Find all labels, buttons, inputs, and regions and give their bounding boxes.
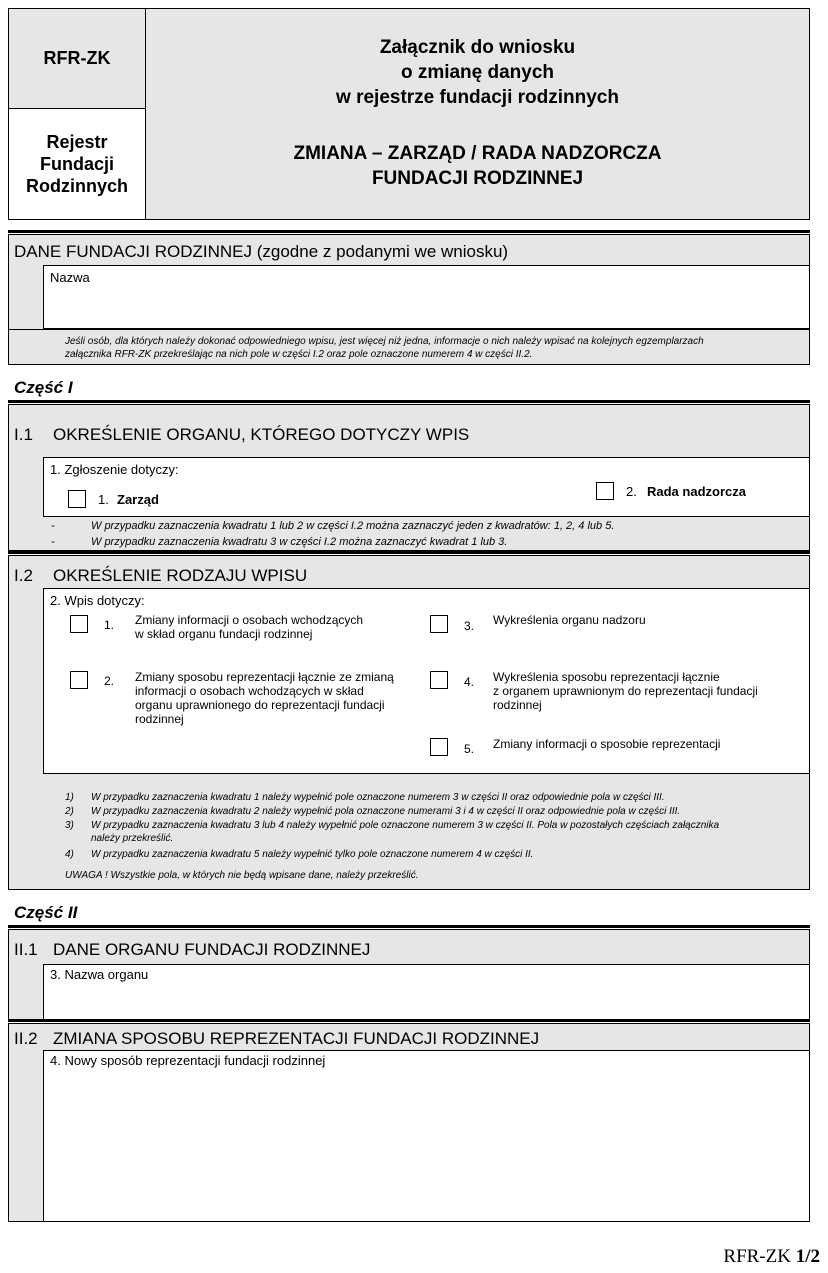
- warning-text: UWAGA ! Wszystkie pola, w których nie będą wpisane dane, należy przekreślić.: [65, 870, 419, 881]
- registry-line: Fundacji: [39, 154, 114, 174]
- section-number: I.1: [14, 425, 33, 444]
- section-ii1: [8, 930, 810, 1020]
- section-title: ZMIANA SPOSOBU REPREZENTACJI FUNDACJI RODZINNEJ: [53, 1029, 540, 1048]
- subtitle-line: FUNDACJI RODZINNEJ: [371, 168, 584, 189]
- field-label: Nazwa: [50, 270, 90, 285]
- footnote-text: W przypadku zaznaczenia kwadratu 2 należy wypełnić pola oznaczone numerami 3 i 4 w części II oraz odpowiednie pola w części III.: [91, 806, 681, 817]
- footnote-text: W przypadku zaznaczenia kwadratu 1 należy wypełnić pole oznaczone numerem 3 w części II oraz odpowiednie pola w części III.: [91, 792, 665, 803]
- title-line: w rejestrze fundacji rodzinnych: [336, 87, 619, 108]
- page-number: 1/2: [795, 1246, 820, 1267]
- option-label-rada-nadzorcza: Rada nadzorcza: [647, 484, 746, 499]
- section-i2: [8, 556, 810, 890]
- footnote-number: 1): [65, 792, 74, 803]
- field-label: 2. Wpis dotyczy:: [50, 593, 145, 608]
- option-label-zarzad: Zarząd: [117, 492, 159, 507]
- title-line: o zmianę danych: [400, 62, 555, 83]
- registry-line: Rejestr: [46, 132, 108, 152]
- section-title: DANE ORGANU FUNDACJI RODZINNEJ: [53, 940, 371, 959]
- section-number: II.1: [14, 940, 38, 959]
- checkbox-zarzad[interactable]: [68, 490, 86, 508]
- option-number: 1.: [104, 618, 115, 632]
- footnote-number: 2): [65, 806, 74, 817]
- part-title: Część I: [14, 378, 73, 397]
- form-subtitle: [146, 141, 809, 191]
- field-label: 1. Zgłoszenie dotyczy:: [50, 462, 179, 477]
- option-number: 1.: [98, 492, 109, 507]
- option-label: Zmiany sposobu reprezentacji łącznie ze zmianą informacji o osobach wchodzących w skład organu uprawnionego do reprezentacji fundacji rodzinnej: [135, 670, 394, 726]
- registry-line: Rodzinnych: [26, 176, 128, 196]
- section-ii2: [8, 1024, 810, 1222]
- option-label: Wykreślenia sposobu reprezentacji łącznie z organem uprawnionym do reprezentacji fundacji rodzinnej: [493, 670, 758, 712]
- option-label: Zmiany informacji o osobach wchodzących w skład organu fundacji rodzinnej: [135, 613, 364, 641]
- checkbox-option-1[interactable]: [70, 615, 88, 633]
- foundation-name-field[interactable]: [43, 265, 810, 329]
- subtitle-line: ZMIANA – ZARZĄD / RADA NADZORCZA: [293, 143, 662, 164]
- section-title: DANE FUNDACJI RODZINNEJ (zgodne z podanymi we wniosku): [14, 242, 509, 261]
- registry-name-cell: [8, 108, 146, 220]
- note-dash: -: [51, 536, 55, 548]
- part-title: Część II: [14, 903, 78, 922]
- footnote-number: 3): [65, 820, 74, 831]
- section-number: II.2: [14, 1029, 38, 1048]
- section-title: OKREŚLENIE RODZAJU WPISU: [53, 566, 308, 585]
- title-line: Załącznik do wniosku: [379, 37, 576, 58]
- organ-name-field[interactable]: [43, 964, 810, 1019]
- checkbox-option-5[interactable]: [430, 738, 448, 756]
- note-text: W przypadku zaznaczenia kwadratu 3 w części I.2 można zaznaczyć kwadrat 1 lub 3.: [91, 536, 508, 548]
- page-footer: [723, 1246, 820, 1268]
- entry-type-field: [43, 588, 810, 774]
- option-label: Wykreślenia organu nadzoru: [493, 613, 646, 627]
- form-code: RFR-ZK: [43, 48, 111, 68]
- note-dash: -: [51, 520, 55, 532]
- option-number: 2.: [626, 484, 637, 499]
- footnote-text: W przypadku zaznaczenia kwadratu 5 należy wypełnić tylko pole oznaczone numerem 4 w części II.: [91, 849, 534, 860]
- footnote-number: 4): [65, 849, 74, 860]
- section-number: I.2: [14, 566, 33, 585]
- option-number: 3.: [464, 619, 475, 633]
- note-text: W przypadku zaznaczenia kwadratu 1 lub 2 w części I.2 można zaznaczyć jeden z kwadratów: 1, 2, 4 lub 5.: [91, 520, 615, 532]
- divider: [8, 329, 810, 330]
- option-label: Zmiany informacji o sposobie reprezentacji: [493, 737, 721, 751]
- checkbox-option-3[interactable]: [430, 615, 448, 633]
- field-label: 3. Nazwa organu: [50, 967, 149, 982]
- footnote-text: W przypadku zaznaczenia kwadratu 3 lub 4 należy wypełnić pole oznaczone numerem 3 w części II. Pola w pozostałych częściach załącznika należy przekreślić.: [91, 820, 720, 844]
- foundation-note: Jeśli osób, dla których należy dokonać odpowiedniego wpisu, jest więcej niż jedna, informacje o nich należy wpisać na kolejnych egzemplarzach załącznika RFR-ZK przekreślając na nich pole w części I.2 oraz pole oznaczone numerem 4 w części II.2.: [65, 336, 704, 360]
- option-number: 2.: [104, 674, 115, 688]
- foundation-section: [8, 235, 810, 365]
- checkbox-option-4[interactable]: [430, 671, 448, 689]
- form-code-cell: [8, 8, 146, 108]
- representation-field[interactable]: [43, 1050, 810, 1221]
- organ-selection-field: [43, 457, 810, 517]
- checkbox-option-2[interactable]: [70, 671, 88, 689]
- option-number: 5.: [464, 742, 475, 756]
- form-title: [146, 35, 809, 110]
- option-number: 4.: [464, 675, 475, 689]
- section-title: OKREŚLENIE ORGANU, KTÓREGO DOTYCZY WPIS: [53, 425, 470, 444]
- footer-code: RFR-ZK: [723, 1246, 791, 1267]
- field-label: 4. Nowy sposób reprezentacji fundacji rodzinnej: [50, 1053, 326, 1068]
- checkbox-rada-nadzorcza[interactable]: [596, 482, 614, 500]
- form-title-cell: [146, 8, 810, 220]
- section-i1: [8, 405, 810, 551]
